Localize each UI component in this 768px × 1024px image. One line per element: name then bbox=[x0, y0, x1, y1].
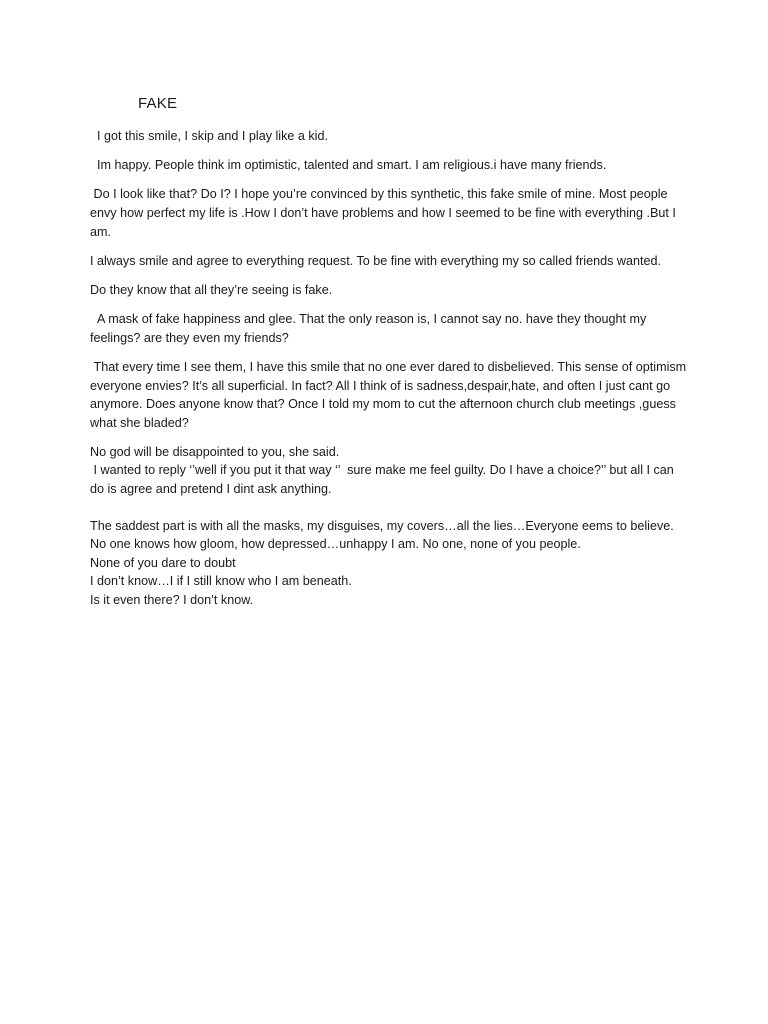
paragraph: I always smile and agree to everything request. To be fine with everything my so called friends wanted. bbox=[90, 253, 661, 268]
paragraph: I don’t know…I if I still know who I am beneath. bbox=[90, 574, 352, 589]
paragraph: No one knows how gloom, how depressed…unhappy I am. No one, none of you people. bbox=[90, 537, 581, 552]
paragraph: I wanted to reply ‘’well if you put it that way ‘’ sure make me feel guilty. Do I have a choice?’’ but all I can do is agree and pretend I dint ask anything. bbox=[90, 463, 678, 497]
paragraph: None of you dare to doubt bbox=[90, 555, 236, 570]
paragraph: Im happy. People think im optimistic, talented and smart. I am religious.i have many friends. bbox=[90, 158, 607, 173]
document-title: FAKE bbox=[138, 95, 178, 112]
paragraph: I got this smile, I skip and I play like a kid. bbox=[90, 129, 328, 143]
paragraph: That every time I see them, I have this smile that no one ever dared to disbelieved. This sense of optimism everyone envies? It’s all superficial. In fact? All I think of is sadness,despair,hate, and often I just cant go anymore. Does anyone know that? Once I told my mom to cut the afternoon church club meetings ,guess what she bladed? bbox=[90, 359, 690, 430]
document-body bbox=[90, 127, 690, 610]
paragraph: No god will be disappointed to you, she said. bbox=[90, 444, 340, 459]
paragraph: Do they know that all they’re seeing is fake. bbox=[90, 282, 333, 297]
paragraph: The saddest part is with all the masks, my disguises, my covers…all the lies…Everyone eems to believe. bbox=[90, 518, 674, 533]
paragraph: Do I look like that? Do I? I hope you’re convinced by this synthetic, this fake smile of mine. Most people envy how perfect my life is .How I don’t have problems and how I seemed to be fine with everything .But I am. bbox=[90, 187, 680, 239]
paragraph: A mask of fake happiness and glee. That the only reason is, I cannot say no. have they thought my feelings? are they even my friends? bbox=[90, 312, 650, 345]
paragraph: Is it even there? I don’t know. bbox=[90, 593, 254, 608]
